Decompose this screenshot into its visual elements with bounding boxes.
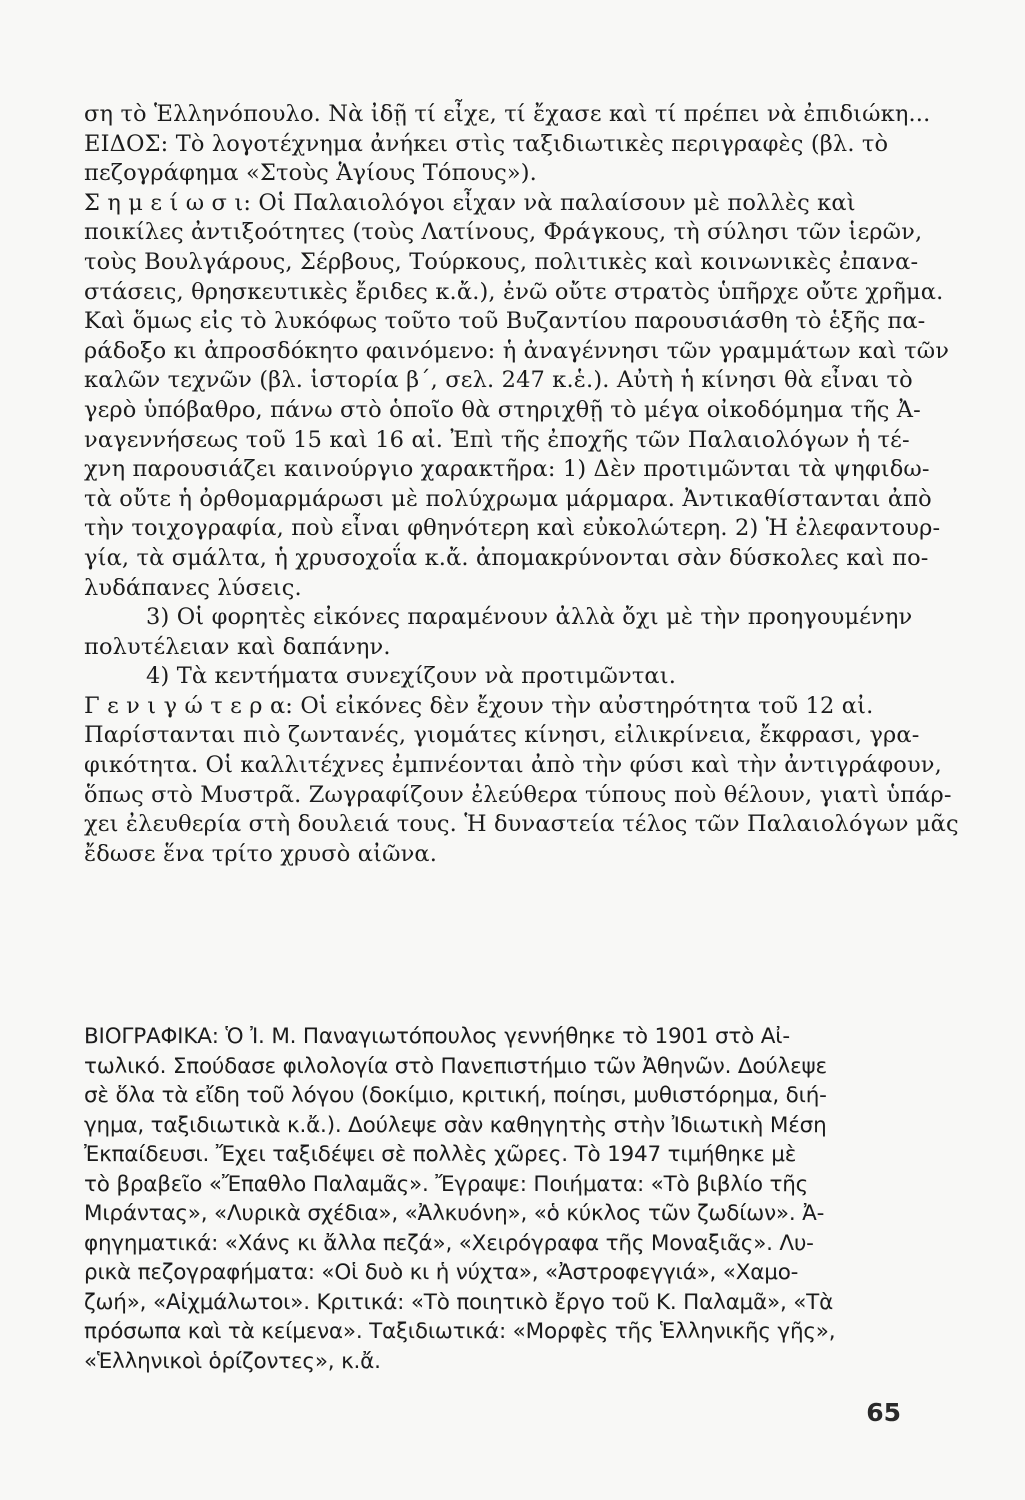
biography-line: ζωή», «Αἰχμάλωτοι». Κριτικά: «Τὸ ποιητικὸ ἔργο τοῦ Κ. Παλαμᾶ», «Τὰ — [84, 1289, 834, 1315]
text-line: 3) Οἱ φορητὲς εἰκόνες παραμένουν ἀλλὰ ὄχι μὲ τὴν προηγουμένην — [146, 604, 913, 631]
biography-line: τὸ βραβεῖο «Ἔπαθλο Παλαμᾶς». Ἔγραψε: Ποιήματα: «Τὸ βιβλίο τῆς — [84, 1171, 809, 1197]
text-line: ση τὸ Ἑλληνόπουλο. Νὰ ἰδῇ τί εἶχε, τί ἔχασε καὶ τί πρέπει νὰ ἐπιδιώκη... — [84, 101, 931, 127]
biography-line: «Ἑλληνικοὶ ὁρίζοντες», κ.ἄ. — [84, 1348, 381, 1374]
text-line: καλῶν τεχνῶν (βλ. ἱστορία β΄, σελ. 247 κ.ἑ.). Αὐτὴ ἡ κίνησι θὰ εἶναι τὸ — [84, 367, 913, 394]
text-line: πεζογράφημα «Στοὺς Ἁγίους Τόπους»). — [84, 160, 537, 187]
biography-line: Μιράντας», «Λυρικὰ σχέδια», «Ἀλκυόνη», «ὁ κύκλος τῶν ζωδίων». Ἀ- — [84, 1201, 825, 1226]
text-line: Γ ε ν ι γ ώ τ ε ρ α: Οἱ εἰκόνες δὲν ἔχουν τὴν αὐστηρότητα τοῦ 12 αἰ. — [84, 692, 874, 719]
page-number: 65 — [866, 1398, 901, 1427]
text-line: γερὸ ὑπόβαθρο, πάνω στὸ ὁποῖο θὰ στηριχθῇ τὸ μέγα οἰκοδόμημα τῆς Ἀ- — [84, 396, 921, 423]
text-line: πολυτέλειαν καὶ δαπάνην. — [84, 633, 391, 660]
text-line: ΕΙΔΟΣ: Τὸ λογοτέχνημα ἀνήκει στὶς ταξιδιωτικὲς περιγραφὲς (βλ. τὸ — [84, 130, 889, 157]
biography-line: τωλικό. Σπούδασε φιλολογία στὸ Πανεπιστήμιο τῶν Ἀθηνῶν. Δούλεψε — [84, 1053, 827, 1079]
text-line: χει ἐλευθερία στὴ δουλειά τους. Ἡ δυναστεία τέλος τῶν Παλαιολόγων μᾶς — [84, 811, 959, 838]
text-line: ἔδωσε ἕνα τρίτο χρυσὸ αἰῶνα. — [84, 840, 438, 867]
text-line: τὴν τοιχογραφία, ποὺ εἶναι φθηνότερη καὶ εὐκολώτερη. 2) Ἡ ἐλεφαντουρ- — [84, 515, 941, 542]
text-line: ποικίλες ἀντιξοότητες (τοὺς Λατίνους, Φράγκους, τὴ σύλησι τῶν ἱερῶν, — [84, 219, 923, 246]
text-line: ὅπως στὸ Μυστρᾶ. Ζωγραφίζουν ἐλεύθερα τύπους ποὺ θέλουν, γιατὶ ὑπάρ- — [84, 781, 952, 808]
text-line: Καὶ ὅμως εἰς τὸ λυκόφως τοῦτο τοῦ Βυζαντίου παρουσιάσθη τὸ ἑξῆς πα- — [84, 308, 926, 335]
text-line: ράδοξο κι ἀπροσδόκητο φαινόμενο: ἡ ἀναγέννησι τῶν γραμμάτων καὶ τῶν — [84, 337, 950, 364]
text-line: στάσεις, θρησκευτικὲς ἔριδες κ.ἄ.), ἐνῶ οὔτε στρατὸς ὑπῆρχε οὔτε χρῆμα. — [84, 278, 944, 305]
biography-line: σὲ ὅλα τὰ εἴδη τοῦ λόγου (δοκίμιο, κριτική, ποίησι, μυθιστόρημα, διή- — [84, 1083, 827, 1108]
biography-section — [84, 1022, 904, 1376]
biography-line: πρόσωπα καὶ τὰ κείμενα». Ταξιδιωτικά: «Μορφὲς τῆς Ἑλληνικῆς γῆς», — [84, 1319, 836, 1344]
text-line: λυδάπανες λύσεις. — [84, 574, 302, 601]
text-line: Σ η μ ε ί ω σ ι: Οἱ Παλαιολόγοι εἶχαν νὰ παλαίσουν μὲ πολλὲς καὶ — [84, 189, 856, 216]
text-line: τὰ οὔτε ἡ ὀρθομαρμάρωσι μὲ πολύχρωμα μάρμαρα. Ἀντικαθίστανται ἀπὸ — [84, 485, 932, 512]
text-line: ναγεννήσεως τοῦ 15 καὶ 16 αἰ. Ἐπὶ τῆς ἐποχῆς τῶν Παλαιολόγων ἡ τέ- — [84, 426, 910, 453]
biography-line: ΒΙΟΓΡΑΦΙΚΑ: Ὁ Ἰ. Μ. Παναγιωτόπουλος γεννήθηκε τὸ 1901 στὸ Αἰ- — [84, 1024, 790, 1049]
biography-line: γημα, ταξιδιωτικὰ κ.ἄ.). Δούλεψε σὰν καθηγητὴς στὴν Ἰδιωτικὴ Μέση — [84, 1112, 827, 1138]
text-line: φικότητα. Οἱ καλλιτέχνες ἐμπνέονται ἀπὸ τὴν φύσι καὶ τὴν ἀντιγράφουν, — [84, 752, 942, 779]
biography-line: φηγηματικά: «Χάνς κι ἄλλα πεζά», «Χειρόγραφα τῆς Μοναξιᾶς». Λυ- — [84, 1230, 814, 1256]
main-text — [84, 100, 959, 869]
text-line: χνη παρουσιάζει καινούργιο χαρακτῆρα: 1) Δὲν προτιμῶνται τὰ ψηφιδω- — [84, 456, 930, 483]
text-line: γία, τὰ σμάλτα, ἡ χρυσοχοΐα κ.ἄ. ἀπομακρύνονται σὰν δύσκολες καὶ πο- — [84, 544, 929, 571]
text-line: Παρίστανται πιὸ ζωντανές, γιομάτες κίνησι, εἰλικρίνεια, ἔκφρασι, γρα- — [84, 722, 920, 749]
text-line: τοὺς Βουλγάρους, Σέρβους, Τούρκους, πολιτικὲς καὶ κοινωνικὲς ἐπανα- — [84, 248, 919, 275]
biography-line: ρικὰ πεζογραφήματα: «Οἱ δυὸ κι ἡ νύχτα», «Ἀστροφεγγιά», «Χαμο- — [84, 1260, 799, 1285]
biography-line: Ἐκπαίδευσι. Ἔχει ταξιδέψει σὲ πολλὲς χῶρες. Τὸ 1947 τιμήθηκε μὲ — [84, 1142, 797, 1167]
text-line: 4) Τὰ κεντήματα συνεχίζουν νὰ προτιμῶνται. — [146, 663, 677, 690]
